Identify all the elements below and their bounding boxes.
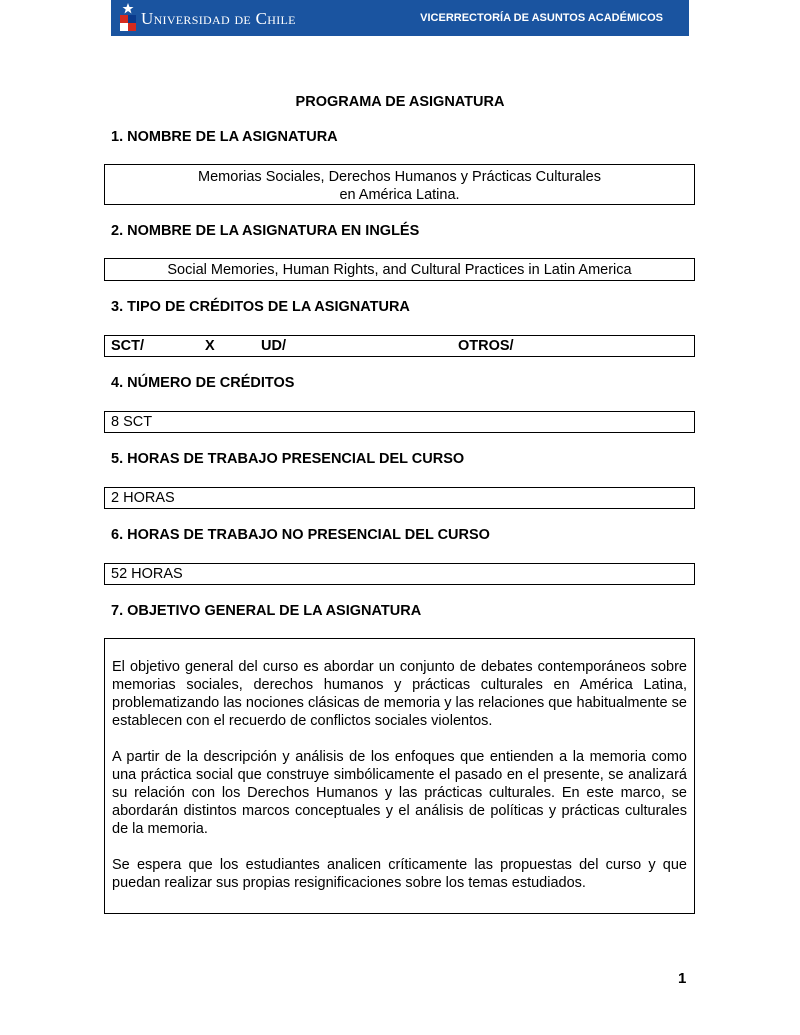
course-name-line-2: en América Latina. — [339, 187, 460, 203]
objective-paragraph-3: Se espera que los estudiantes analicen críticamente las propuestas del curso y que puedan realizar sus propias resignificaciones sobre los temas estudiados. — [112, 857, 687, 891]
section-2-heading: 2. NOMBRE DE LA ASIGNATURA EN INGLÉS — [111, 223, 420, 239]
university-name: Universidad de Chile — [141, 9, 296, 28]
credit-type-sct: SCT/ — [111, 338, 145, 354]
objective-paragraph-2: A partir de la descripción y análisis de los enfoques que entienden a la memoria como una práctica social que construye simbólicamente el pasado en el presente, se analizará su relación con los Derechos Humanos y las prácticas culturales. En este marco, se abordarán distintos marcos conceptuales y el análisis de políticas y prácticas culturales de la memoria. — [112, 749, 687, 837]
presential-hours-box — [104, 487, 695, 509]
english-name-box — [104, 258, 695, 281]
section-6-heading: 6. HORAS DE TRABAJO NO PRESENCIAL DEL CURSO — [111, 527, 490, 543]
header-banner — [111, 0, 689, 36]
credit-type-ud: UD/ — [261, 338, 286, 354]
non-presential-hours-box — [104, 563, 695, 585]
credits-number-value: 8 SCT — [111, 414, 153, 430]
objective-paragraph-1: El objetivo general del curso es abordar un conjunto de debates contemporáneos sobre memorias sociales, derechos humanos y prácticas culturales en América Latina, problematizando las nociones clásicas de memoria y las relaciones que habitualmente se establecen con el recuerdo de conflictos sociales violentos. — [112, 659, 687, 729]
objective-box — [104, 638, 695, 914]
credit-type-mark: X — [205, 338, 215, 354]
credit-type-otros: OTROS/ — [458, 338, 514, 354]
presential-hours-value: 2 HORAS — [111, 490, 175, 506]
section-1-heading: 1. NOMBRE DE LA ASIGNATURA — [111, 129, 338, 145]
course-name-box — [104, 164, 695, 205]
office-name: VICERRECTORÍA DE ASUNTOS ACADÉMICOS — [420, 12, 663, 24]
page-number: 1 — [678, 970, 687, 987]
section-5-heading: 5. HORAS DE TRABAJO PRESENCIAL DEL CURSO — [111, 451, 465, 467]
credits-number-box — [104, 411, 695, 433]
course-name-line-1: Memorias Sociales, Derechos Humanos y Prácticas Culturales — [198, 169, 601, 185]
section-3-heading: 3. TIPO DE CRÉDITOS DE LA ASIGNATURA — [111, 299, 410, 315]
section-4-heading: 4. NÚMERO DE CRÉDITOS — [111, 375, 295, 391]
section-7-heading: 7. OBJETIVO GENERAL DE LA ASIGNATURA — [111, 603, 422, 619]
credit-type-box — [104, 335, 695, 357]
university-crest-icon — [117, 3, 139, 33]
document-title: PROGRAMA DE ASIGNATURA — [295, 94, 505, 110]
english-name-value: Social Memories, Human Rights, and Cultural Practices in Latin America — [167, 262, 632, 278]
non-presential-hours-value: 52 HORAS — [111, 566, 183, 582]
